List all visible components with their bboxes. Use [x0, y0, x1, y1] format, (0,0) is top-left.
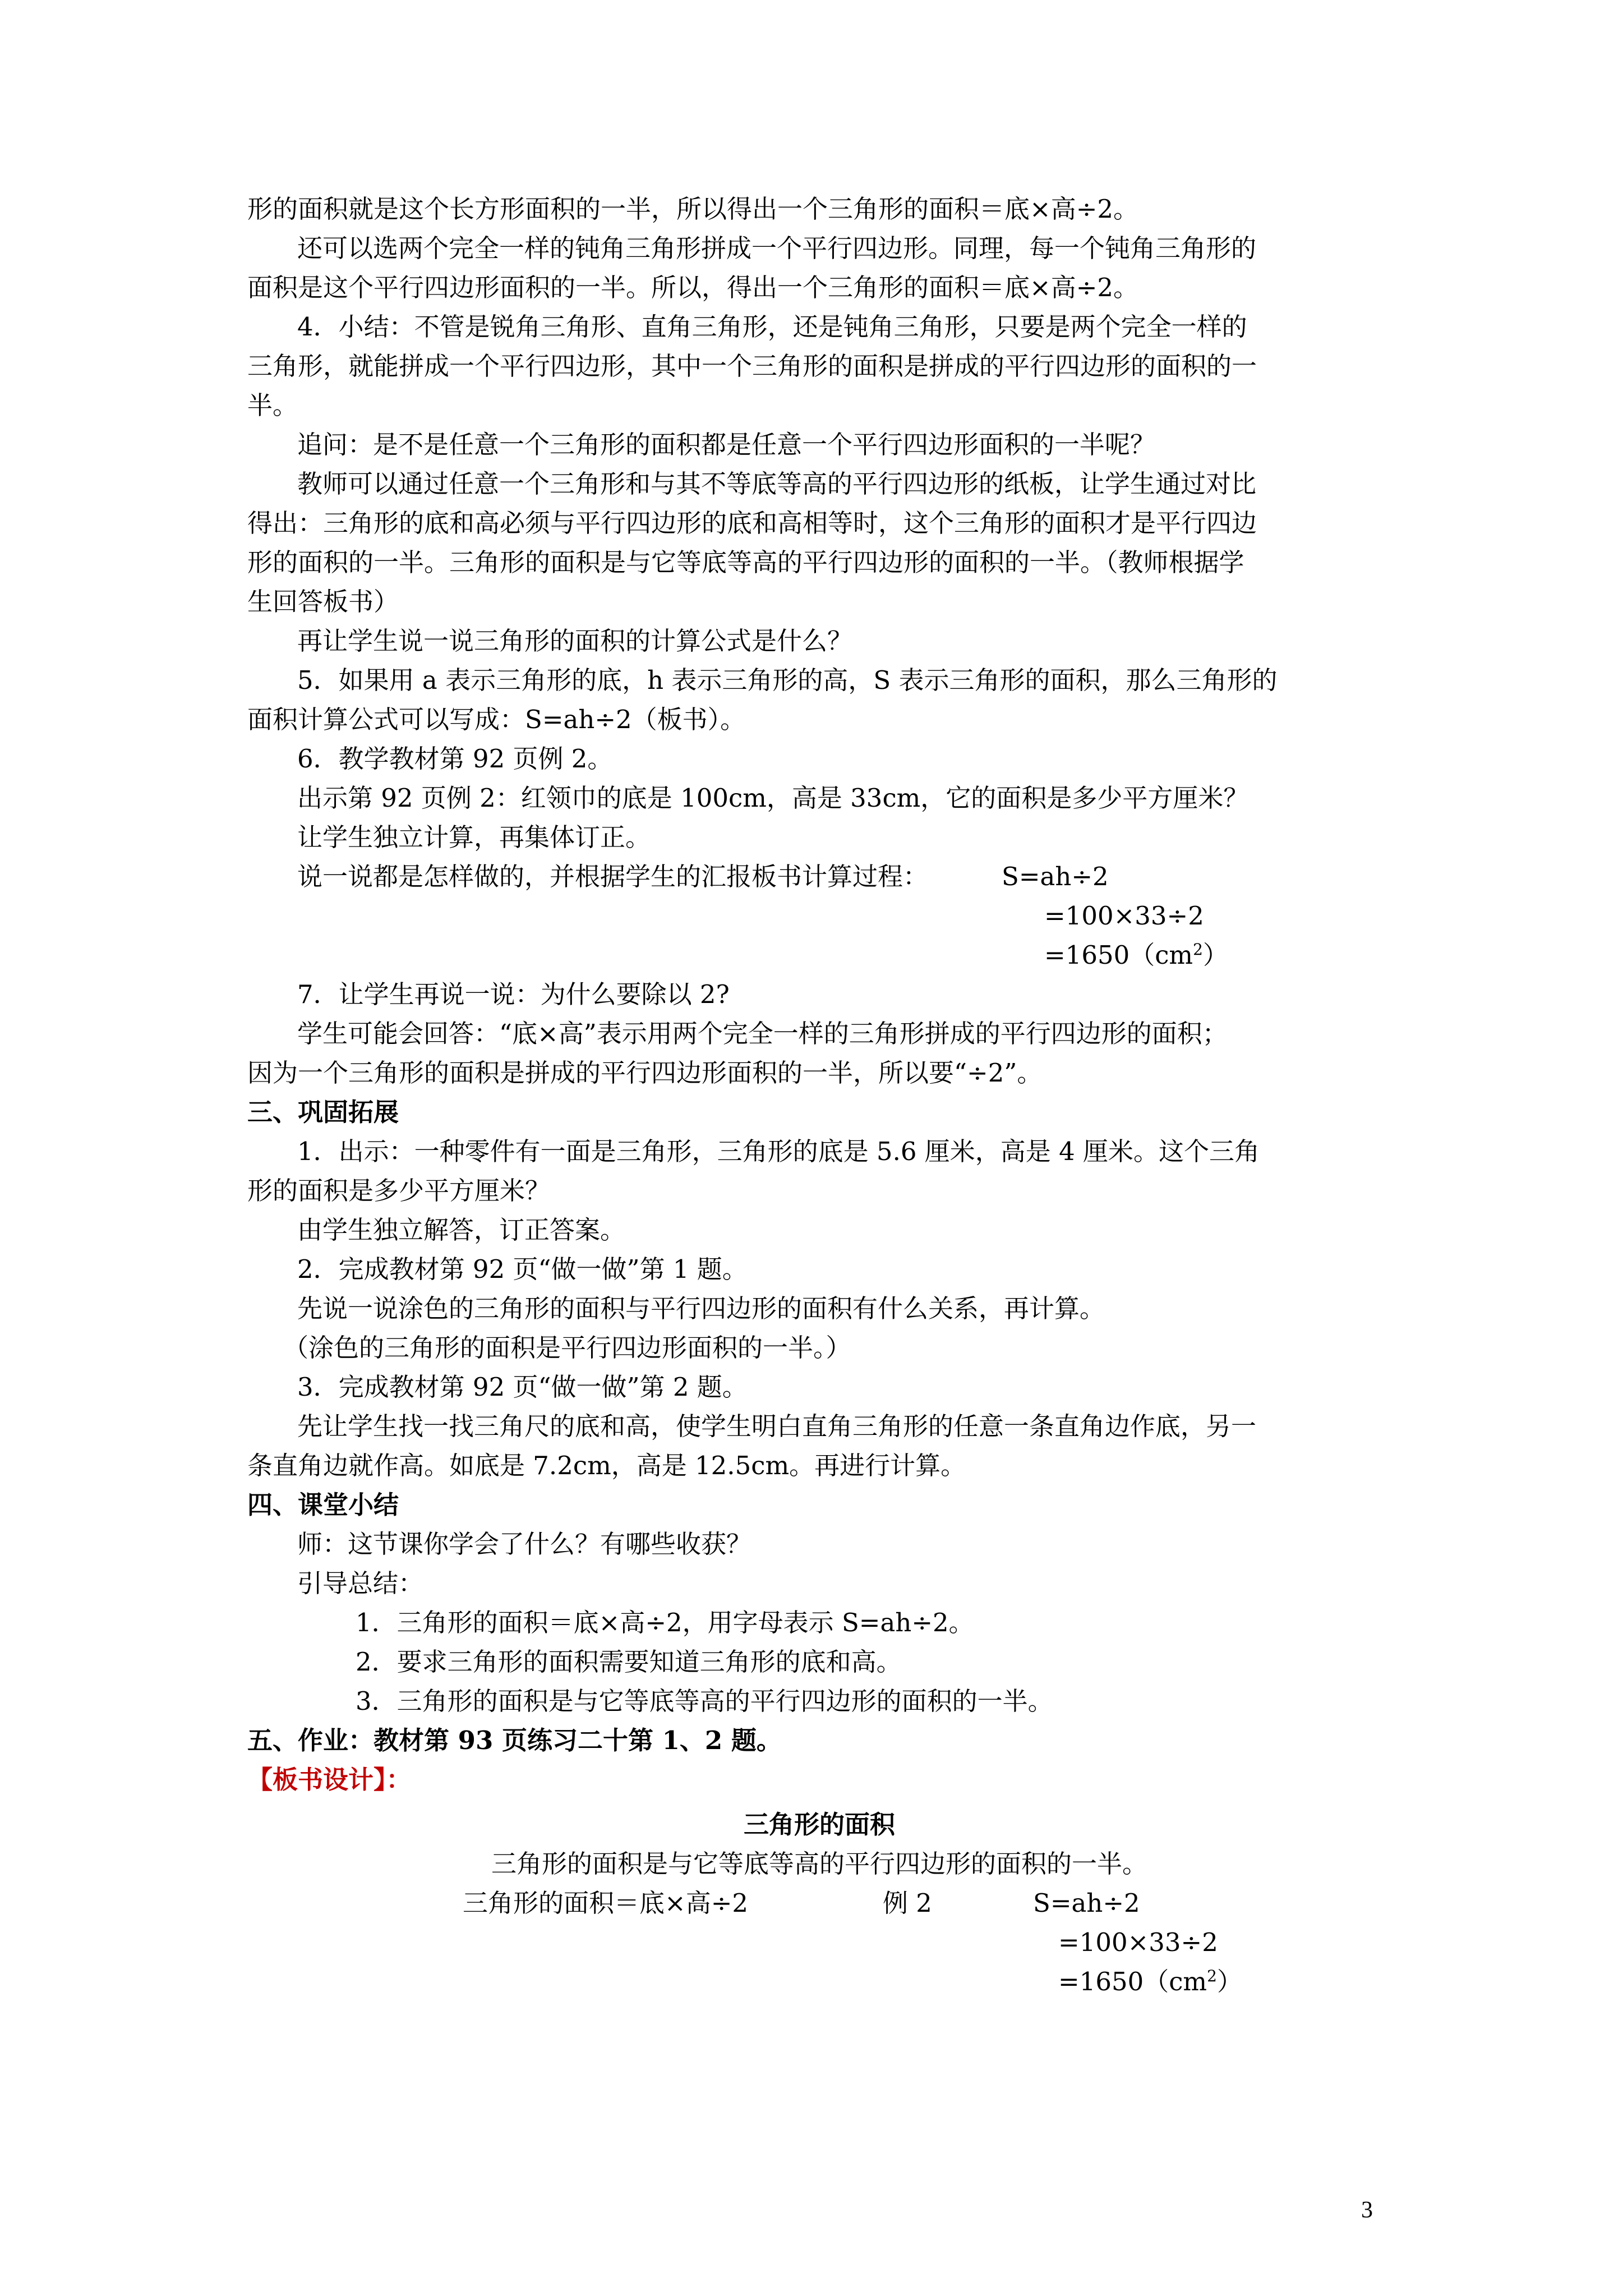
superscript: 2	[1193, 940, 1203, 959]
paragraph-line: （涂色的三角形的面积是平行四边形面积的一半。）	[283, 1333, 851, 1363]
paragraph-line: 条直角边就作高。如底是 7.2cm，高是 12.5cm。再进行计算。	[247, 1451, 966, 1480]
paragraph-line: 追问：是不是任意一个三角形的面积都是任意一个平行四边形面积的一半呢？	[297, 430, 1156, 459]
paragraph-line: 2．完成教材第 92 页“做一做”第 1 题。	[297, 1254, 748, 1284]
calc-step-2: =100×33÷2	[1044, 901, 1204, 931]
paragraph-line: 形的面积是多少平方厘米？	[247, 1176, 551, 1205]
section-heading: 三、巩固拓展	[247, 1097, 399, 1127]
board-subtitle: 三角形的面积是与它等底等高的平行四边形的面积的一半。	[491, 1849, 1147, 1879]
page-number: 3	[1361, 2197, 1373, 2223]
paragraph-line: 由学生独立解答，订正答案。	[297, 1215, 626, 1245]
board-formula: 三角形的面积＝底×高÷2	[463, 1888, 749, 1918]
paragraph-line: 1．出示：一种零件有一面是三角形，三角形的底是 5.6 厘米，高是 4 厘米。这个三角	[297, 1137, 1260, 1166]
paragraph-line: 形的面积就是这个长方形面积的一半，所以得出一个三角形的面积＝底×高÷2。	[247, 194, 1139, 224]
paragraph-line: 先让学生找一找三角尺的底和高，使学生明白直角三角形的任意一条直角边作底，另一	[297, 1411, 1257, 1441]
paragraph-line: 先说一说涂色的三角形的面积与平行四边形的面积有什么关系，再计算。	[297, 1294, 1105, 1323]
paragraph-line: 面积计算公式可以写成：S=ah÷2（板书）。	[247, 705, 746, 734]
board-step-3-text: =1650（cm	[1058, 1967, 1207, 1996]
calc-step-3	[1044, 936, 1228, 974]
paragraph-line: 说一说都是怎样做的，并根据学生的汇报板书计算过程：	[297, 862, 929, 891]
paragraph-line: 三角形，就能拼成一个平行四边形，其中一个三角形的面积是拼成的平行四边形的面积的一	[247, 351, 1257, 381]
paragraph-line: 出示第 92 页例 2：红领巾的底是 100cm，高是 33cm，它的面积是多少平方厘米？	[297, 783, 1249, 813]
paragraph-line: 因为一个三角形的面积是拼成的平行四边形面积的一半，所以要“÷2”。	[247, 1058, 1043, 1088]
paragraph-line: 5．如果用 a 表示三角形的底，h 表示三角形的高，S 表示三角形的面积，那么三角形的	[297, 665, 1278, 695]
board-step-3-close: ）	[1216, 1967, 1242, 1996]
section-heading: 四、课堂小结	[247, 1490, 399, 1520]
board-step-3	[1058, 1963, 1242, 2001]
paragraph-line: 4．小结：不管是锐角三角形、直角三角形，还是钝角三角形，只要是两个完全一样的	[297, 312, 1247, 342]
summary-item: 2．要求三角形的面积需要知道三角形的底和高。	[356, 1647, 902, 1677]
paragraph-line: 再让学生说一说三角形的面积的计算公式是什么？	[297, 626, 853, 656]
paragraph-line: 师：这节课你学会了什么？有哪些收获？	[297, 1529, 752, 1559]
homework-line: 五、作业：教材第 93 页练习二十第 1、2 题。	[247, 1726, 782, 1755]
paragraph-line: 学生可能会回答：“底×高”表示用两个完全一样的三角形拼成的平行四边形的面积；	[297, 1019, 1228, 1048]
summary-item: 1．三角形的面积＝底×高÷2，用字母表示 S=ah÷2。	[356, 1608, 974, 1637]
paragraph-line: 教师可以通过任意一个三角形和与其不等底等高的平行四边形的纸板，让学生通过对比	[297, 469, 1257, 499]
paragraph-line: 引导总结：	[297, 1568, 424, 1598]
calc-step-3-close: ）	[1202, 940, 1228, 970]
paragraph-line: 还可以选两个完全一样的钝角三角形拼成一个平行四边形。同理，每一个钝角三角形的	[297, 233, 1257, 263]
calc-step-1: S=ah÷2	[1002, 862, 1109, 891]
board-design-heading: 【板书设计】：	[247, 1765, 412, 1795]
board-title: 三角形的面积	[743, 1810, 895, 1839]
paragraph-line: 让学生独立计算，再集体订正。	[297, 822, 651, 852]
board-example-label: 例 2	[883, 1888, 932, 1918]
superscript: 2	[1207, 1967, 1217, 1985]
summary-item: 3．三角形的面积是与它等底等高的平行四边形的面积的一半。	[356, 1686, 1053, 1716]
paragraph-line: 7．让学生再说一说：为什么要除以 2?	[297, 979, 730, 1009]
board-step-2: =100×33÷2	[1058, 1927, 1218, 1957]
paragraph-line: 3．完成教材第 92 页“做一做”第 2 题。	[297, 1372, 748, 1402]
board-step-1: S=ah÷2	[1033, 1888, 1140, 1918]
calc-step-3-text: =1650（cm	[1044, 940, 1193, 970]
paragraph-line: 半。	[247, 390, 298, 420]
paragraph-line: 面积是这个平行四边形面积的一半。所以，得出一个三角形的面积＝底×高÷2。	[247, 273, 1139, 302]
paragraph-line: 生回答板书）	[247, 587, 399, 616]
paragraph-line: 形的面积的一半。三角形的面积是与它等底等高的平行四边形的面积的一半。（教师根据学	[247, 547, 1244, 577]
paragraph-line: 得出：三角形的底和高必须与平行四边形的底和高相等时，这个三角形的面积才是平行四边	[247, 508, 1257, 538]
paragraph-line: 6．教学教材第 92 页例 2。	[297, 744, 613, 774]
